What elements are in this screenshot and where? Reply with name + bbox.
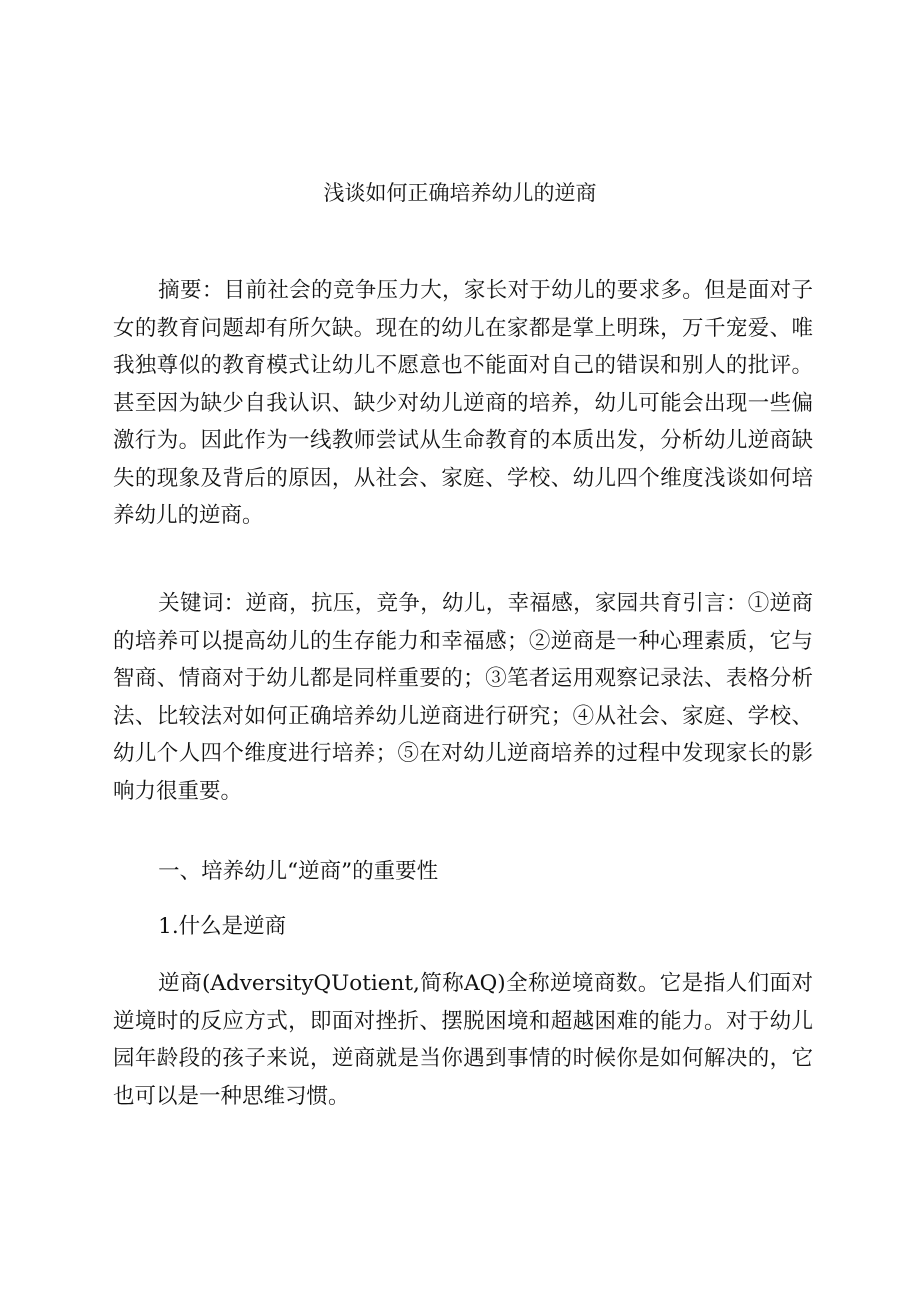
keywords-paragraph: 关键词：逆商，抗压，竞争，幼儿，幸福感，家园共育引言：①逆商的培养可以提高幼儿的生存能力和幸福感；②逆商是一种心理素质，它与智商、情商对于幼儿都是同样重要的；③笔者运用观察记录法、表格分析法、比较法对如何正确培养幼儿逆商进行研究；④从社会、家庭、学校、幼儿个人四个维度进行培养；⑤在对幼儿逆商培养的过程中发现家长的影响力很重要。	[113, 591, 813, 804]
section-heading: 一、培养幼儿“逆商”的重要性	[158, 859, 439, 884]
abstract-paragraph: 摘要：目前社会的竞争压力大，家长对于幼儿的要求多。但是面对子女的教育问题却有所欠缺。现在的幼儿在家都是掌上明珠，万千宠爱、唯我独尊似的教育模式让幼儿不愿意也不能面对自己的错误和别人的批评。甚至因为缺少自我认识、缺少对幼儿逆商的培养，幼儿可能会出现一些偏激行为。因此作为一线教师尝试从生命教育的本质出发，分析幼儿逆商缺失的现象及背后的原因，从社会、家庭、学校、幼儿四个维度浅谈如何培养幼儿的逆商。	[113, 278, 813, 528]
document-title: 浅谈如何正确培养幼儿的逆商	[323, 181, 597, 205]
subsection-heading: 1.什么是逆商	[158, 914, 287, 939]
body-paragraph: 逆商(AdversityQUotient,简称AQ)全称逆境商数。它是指人们面对逆境时的反应方式，即面对挫折、摆脱困境和超越困难的能力。对于幼儿园年龄段的孩子来说，逆商就是当你遇到事情的时候你是如何解决的，它也可以是一种思维习惯。	[113, 971, 813, 1109]
